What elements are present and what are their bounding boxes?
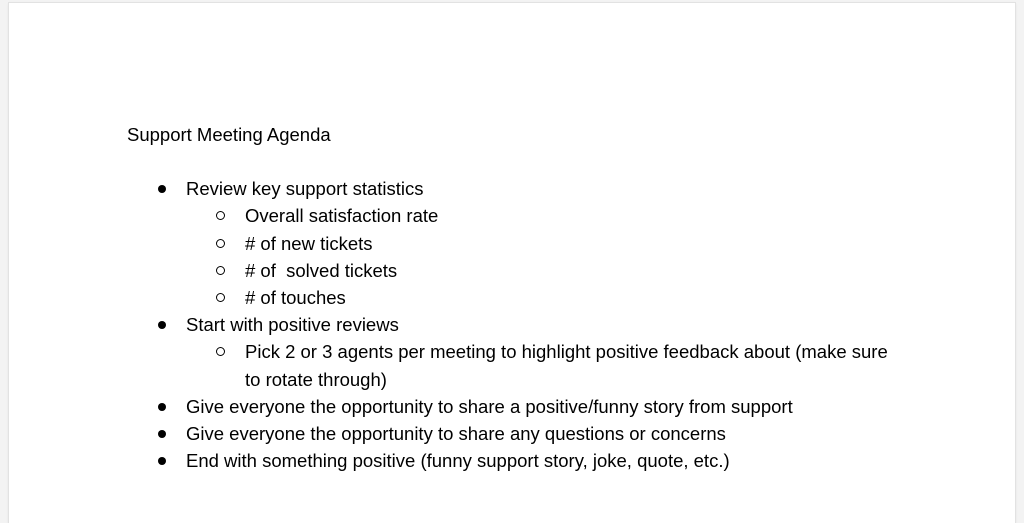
agenda-item (127, 447, 895, 474)
agenda-item-text: Give everyone the opportunity to share a positive/funny story from support (186, 395, 793, 417)
agenda-item (127, 420, 895, 447)
agenda-subitem-text: Overall satisfaction rate (245, 205, 439, 227)
agenda-item-text: Start with positive reviews (186, 314, 399, 336)
filled-bullet-icon (158, 403, 166, 411)
document-heading: Support Meeting Agenda (127, 124, 331, 145)
agenda-item-text: Review key support statistics (186, 178, 424, 200)
hollow-bullet-icon (216, 347, 225, 356)
agenda-subitem-text: # of touches (245, 287, 346, 308)
filled-bullet-icon (158, 321, 166, 329)
document-page (9, 3, 1015, 523)
agenda-subitem-text: # of new tickets (245, 232, 373, 254)
agenda-item (127, 393, 895, 420)
agenda-subitem (186, 338, 895, 392)
filled-bullet-icon (158, 430, 166, 438)
hollow-bullet-icon (216, 239, 225, 248)
filled-bullet-icon (158, 185, 166, 193)
agenda-subitem (186, 257, 895, 284)
hollow-bullet-icon (216, 293, 225, 302)
agenda-subitem (186, 202, 895, 229)
agenda-item (127, 311, 895, 393)
agenda-item-text: End with something positive (funny support story, joke, quote, etc.) (186, 450, 730, 472)
agenda-subitem (186, 230, 895, 257)
agenda-item (127, 175, 895, 311)
agenda-item-text: Give everyone the opportunity to share any questions or concerns (186, 423, 726, 445)
agenda-list (127, 175, 895, 474)
agenda-subitem-text: # of solved tickets (245, 259, 398, 281)
agenda-subitem (186, 284, 895, 311)
hollow-bullet-icon (216, 266, 225, 275)
agenda-subitem-text: Pick 2 or 3 agents per meeting to highlight positive feedback about (make sure to rotate through) (245, 341, 888, 390)
agenda-sublist (186, 202, 895, 311)
hollow-bullet-icon (216, 211, 225, 220)
agenda-sublist (186, 338, 895, 392)
document-body[interactable] (127, 121, 895, 474)
filled-bullet-icon (158, 457, 166, 465)
